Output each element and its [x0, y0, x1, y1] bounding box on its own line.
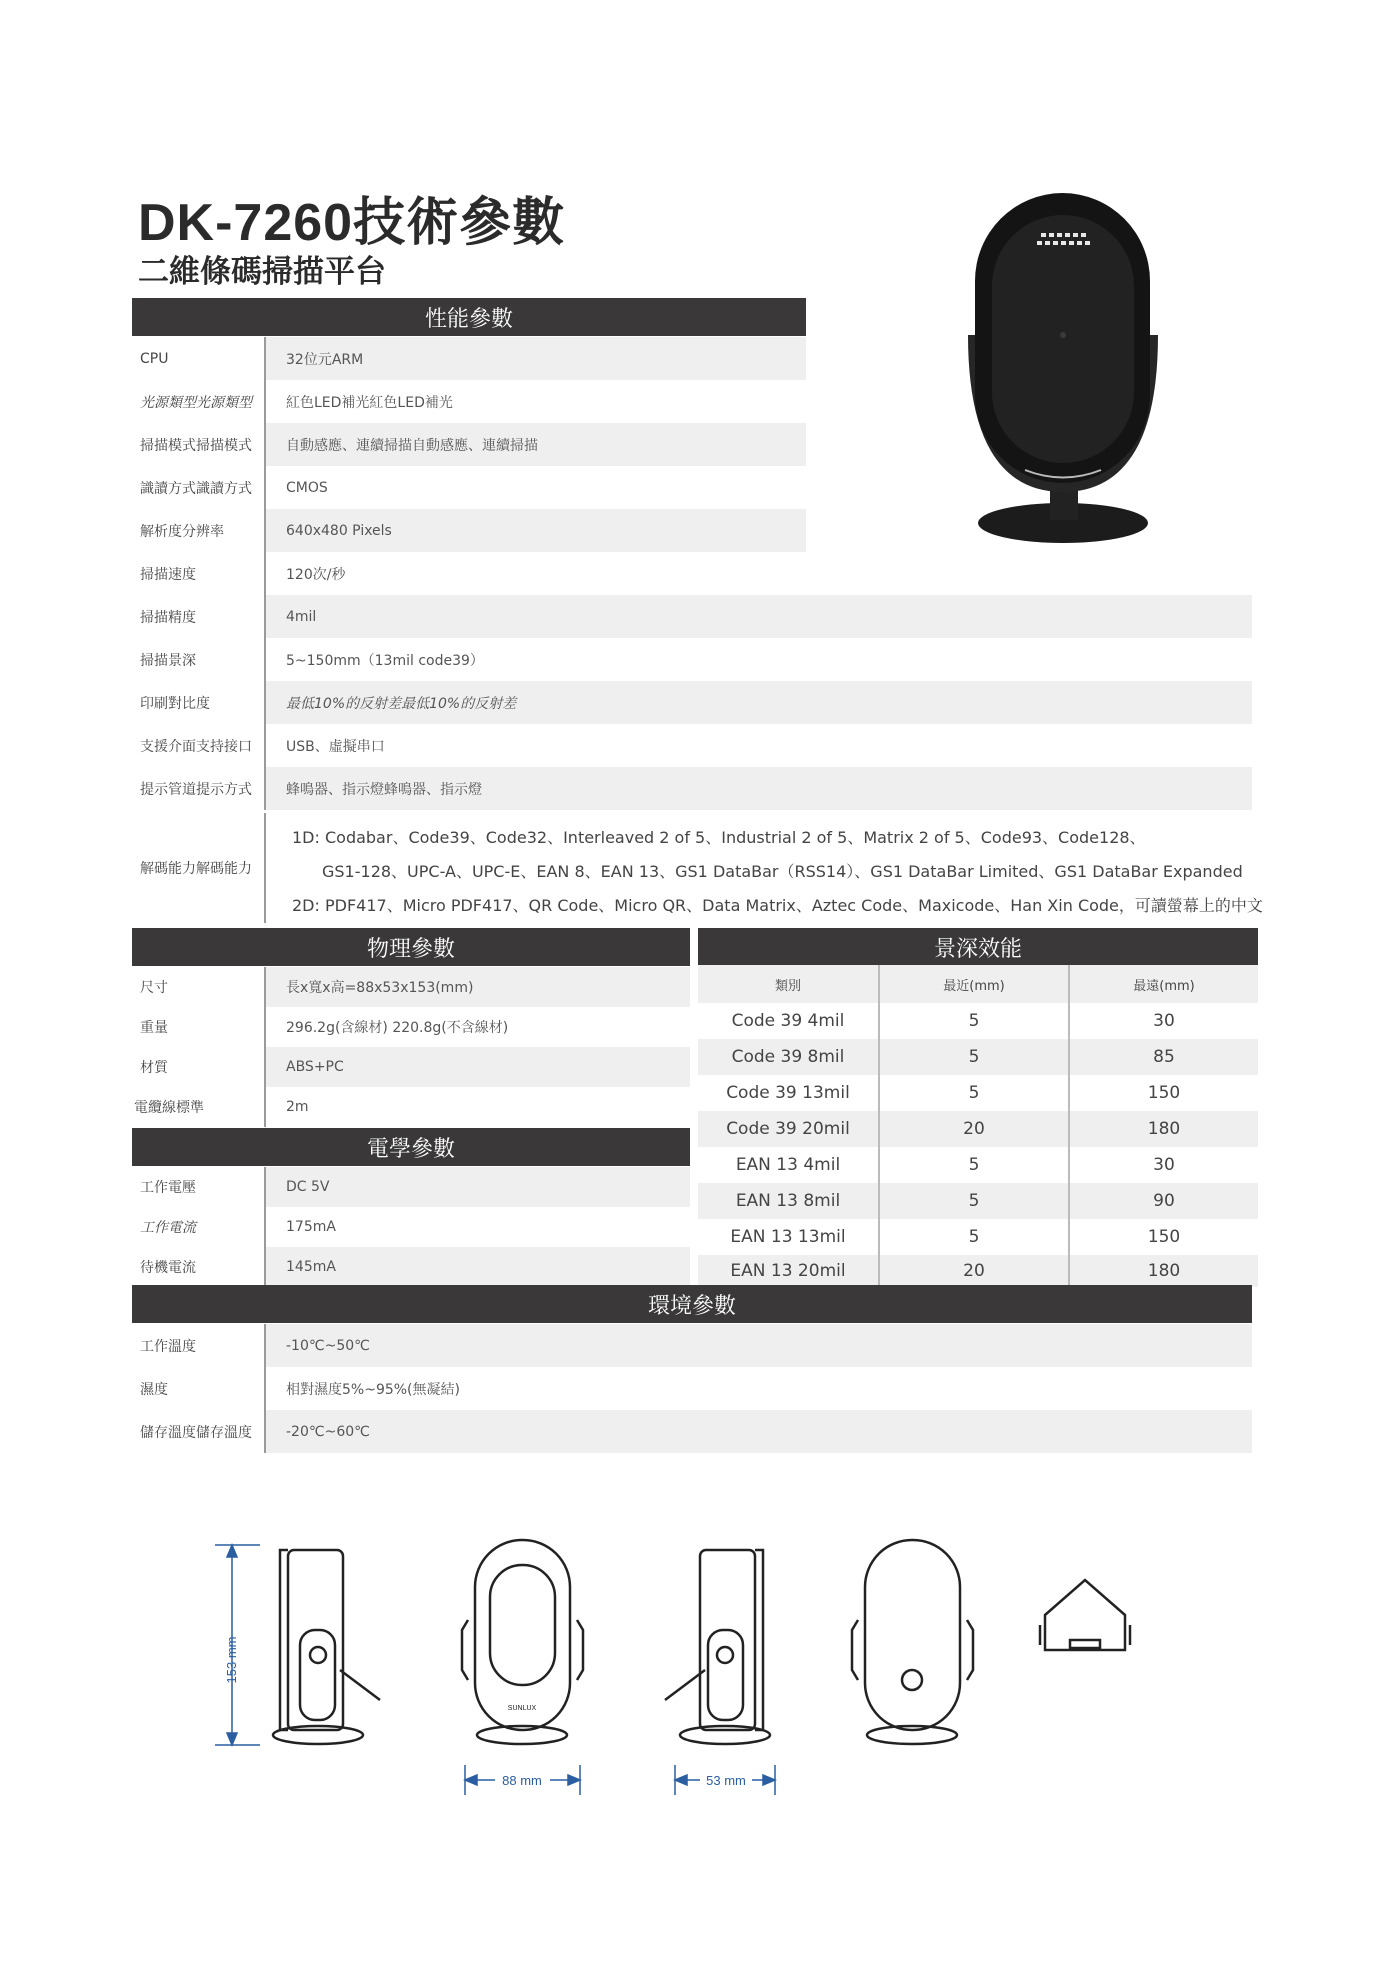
row-label: 工作電壓: [132, 1167, 266, 1207]
table-row: [698, 1147, 1258, 1183]
col-header: 類別: [698, 965, 880, 1003]
height-dimension-label: 153 mm: [224, 1636, 239, 1684]
cell: 150: [1147, 1227, 1181, 1247]
table-row: [698, 1039, 1258, 1075]
row-value: 640x480 Pixels: [266, 509, 806, 552]
row-value: 175mA: [286, 1219, 336, 1235]
cell: EAN 13 4mil: [698, 1147, 880, 1183]
row-value: 蜂鳴器、指示燈蜂鳴器、指示燈: [266, 767, 1252, 810]
row-label: 掃描景深: [132, 638, 266, 681]
row-value: USB、虛擬串口: [286, 738, 385, 755]
row-label: 支援介面支持接口: [132, 724, 266, 767]
cell: 5: [880, 1219, 1070, 1255]
table-row: [132, 1167, 690, 1207]
cell: 30: [1153, 1011, 1175, 1031]
decode-line-2d: 2D: PDF417、Micro PDF417、QR Code、Micro QR、Data Matrix、Aztec Code、Maxicode、Han Xin Code，可讀螢幕上的中文: [292, 896, 1263, 915]
environment-table: [132, 1324, 1252, 1453]
page-subtitle: 二維條碼掃描平台: [138, 254, 386, 290]
cell: EAN 13 20mil: [698, 1255, 880, 1287]
cell: 5: [880, 1075, 1070, 1111]
cell: Code 39 20mil: [698, 1111, 880, 1147]
table-row: [132, 552, 1252, 595]
row-label: 提示管道提示方式: [132, 767, 266, 810]
row-label: 掃描精度: [132, 595, 266, 638]
row-label: 濕度: [132, 1367, 266, 1410]
decode-line-1d-cont: GS1-128、UPC-A、UPC-E、EAN 8、EAN 13、GS1 DataBar（RSS14）、GS1 DataBar Limited、GS1 DataBar Expanded: [322, 862, 1243, 881]
cell: 20: [880, 1255, 1070, 1287]
cell: 90: [1153, 1191, 1175, 1211]
brand-logo-text: SUNLUX: [507, 1705, 537, 1712]
decode-capability: [132, 813, 1263, 923]
row-value: 296.2g(含線材) 220.8g(不含線材): [286, 1020, 509, 1036]
table-row: [132, 423, 806, 466]
cell: 20: [880, 1111, 1070, 1147]
table-row: [132, 1007, 690, 1047]
table-row: [698, 1183, 1258, 1219]
table-row: [698, 1111, 1258, 1147]
cell: 180: [1147, 1261, 1181, 1281]
table-row: [132, 967, 690, 1007]
table-row: [698, 1075, 1258, 1111]
row-label: 尺寸: [132, 967, 266, 1007]
row-label: 掃描模式掃描模式: [132, 423, 266, 466]
cell: 150: [1147, 1083, 1181, 1103]
row-value: 120次/秒: [286, 566, 346, 583]
row-value: 145mA: [266, 1247, 690, 1287]
row-value: 相對濕度5%~95%(無凝結): [286, 1381, 460, 1398]
electrical-header: 電學參數: [132, 1128, 690, 1166]
row-value: ABS+PC: [266, 1047, 690, 1087]
dof-header: 景深效能: [698, 928, 1258, 966]
row-label: 掃描速度: [132, 552, 266, 595]
row-value: 5~150mm（13mil code39）: [286, 652, 484, 669]
row-label: 識讀方式識讀方式: [132, 466, 266, 509]
row-label: 儲存溫度儲存溫度: [132, 1410, 266, 1453]
table-row: [132, 337, 806, 380]
table-row: [132, 681, 1252, 724]
performance-table-left: [132, 337, 806, 552]
row-value: 長x寬x高=88x53x153(mm): [266, 967, 690, 1007]
cell: Code 39 13mil: [698, 1075, 880, 1111]
cell: Code 39 8mil: [698, 1039, 880, 1075]
width-dimension-label: 88 mm: [502, 1773, 542, 1788]
table-row: [132, 1410, 1252, 1453]
performance-table-full: [132, 552, 1252, 810]
row-label: 印刷對比度: [132, 681, 266, 724]
scanner-product-image: [955, 185, 1170, 545]
physical-table: [132, 967, 690, 1127]
row-label: 電纜線標準: [132, 1087, 266, 1127]
row-value: DC 5V: [266, 1167, 690, 1207]
table-row: [132, 595, 1252, 638]
row-value: CMOS: [286, 479, 328, 496]
environment-header: 環境參數: [132, 1285, 1252, 1323]
cell: 85: [1153, 1047, 1175, 1067]
electrical-table: [132, 1167, 690, 1287]
table-row: [132, 1247, 690, 1287]
row-label: 待機電流: [132, 1247, 266, 1287]
dimension-drawings: [200, 1500, 1180, 1820]
cell: EAN 13 8mil: [698, 1183, 880, 1219]
physical-header: 物理參數: [132, 928, 690, 966]
table-row: [132, 509, 806, 552]
table-header-row: [698, 965, 1258, 1003]
row-value: 最低10%的反射差最低10%的反射差: [266, 681, 1252, 724]
table-row: [698, 1255, 1258, 1287]
table-row: [132, 638, 1252, 681]
row-label: 工作電流: [132, 1207, 266, 1247]
cell: Code 39 4mil: [698, 1003, 880, 1039]
row-label: 材質: [132, 1047, 266, 1087]
performance-header: 性能參數: [132, 298, 806, 336]
row-label: 工作溫度: [132, 1324, 266, 1367]
table-row: [132, 466, 806, 509]
table-row: [132, 1207, 690, 1247]
cell: 30: [1153, 1155, 1175, 1175]
table-row: [132, 380, 806, 423]
row-value: 4mil: [266, 595, 1252, 638]
cell: 5: [880, 1039, 1070, 1075]
row-value: -10℃~50℃: [266, 1324, 1252, 1367]
row-label: 光源類型光源類型: [132, 380, 266, 423]
dof-table: [698, 965, 1258, 1287]
table-row: [132, 767, 1252, 810]
table-row: [698, 1003, 1258, 1039]
table-row: [132, 724, 1252, 767]
col-header: 最遠(mm): [1133, 978, 1195, 994]
table-row: [132, 1367, 1252, 1410]
table-row: [132, 1087, 690, 1127]
decode-line-1d: 1D: Codabar、Code39、Code32、Interleaved 2 of 5、Industrial 2 of 5、Matrix 2 of 5、Code93、Code128、: [292, 828, 1146, 847]
table-row: [132, 1047, 690, 1087]
cell: 180: [1147, 1119, 1181, 1139]
col-header: 最近(mm): [880, 965, 1070, 1003]
depth-dimension-label: 53 mm: [706, 1773, 746, 1788]
cell: 5: [880, 1147, 1070, 1183]
row-label: 解碼能力解碼能力: [132, 813, 266, 923]
row-label: 解析度分辨率: [132, 509, 266, 552]
page-title: DK-7260技術參數: [138, 194, 566, 252]
cell: EAN 13 13mil: [698, 1219, 880, 1255]
row-value: -20℃~60℃: [266, 1410, 1252, 1453]
cell: 5: [880, 1183, 1070, 1219]
row-value: 自動感應、連續掃描自動感應、連續掃描: [266, 423, 806, 466]
row-label: 重量: [132, 1007, 266, 1047]
row-label: CPU: [132, 337, 266, 380]
row-value: 32位元ARM: [266, 337, 806, 380]
table-row: [132, 1324, 1252, 1367]
row-value: 紅色LED補光紅色LED補光: [286, 394, 453, 411]
table-row: [698, 1219, 1258, 1255]
row-value: 2m: [286, 1099, 309, 1115]
cell: 5: [880, 1003, 1070, 1039]
